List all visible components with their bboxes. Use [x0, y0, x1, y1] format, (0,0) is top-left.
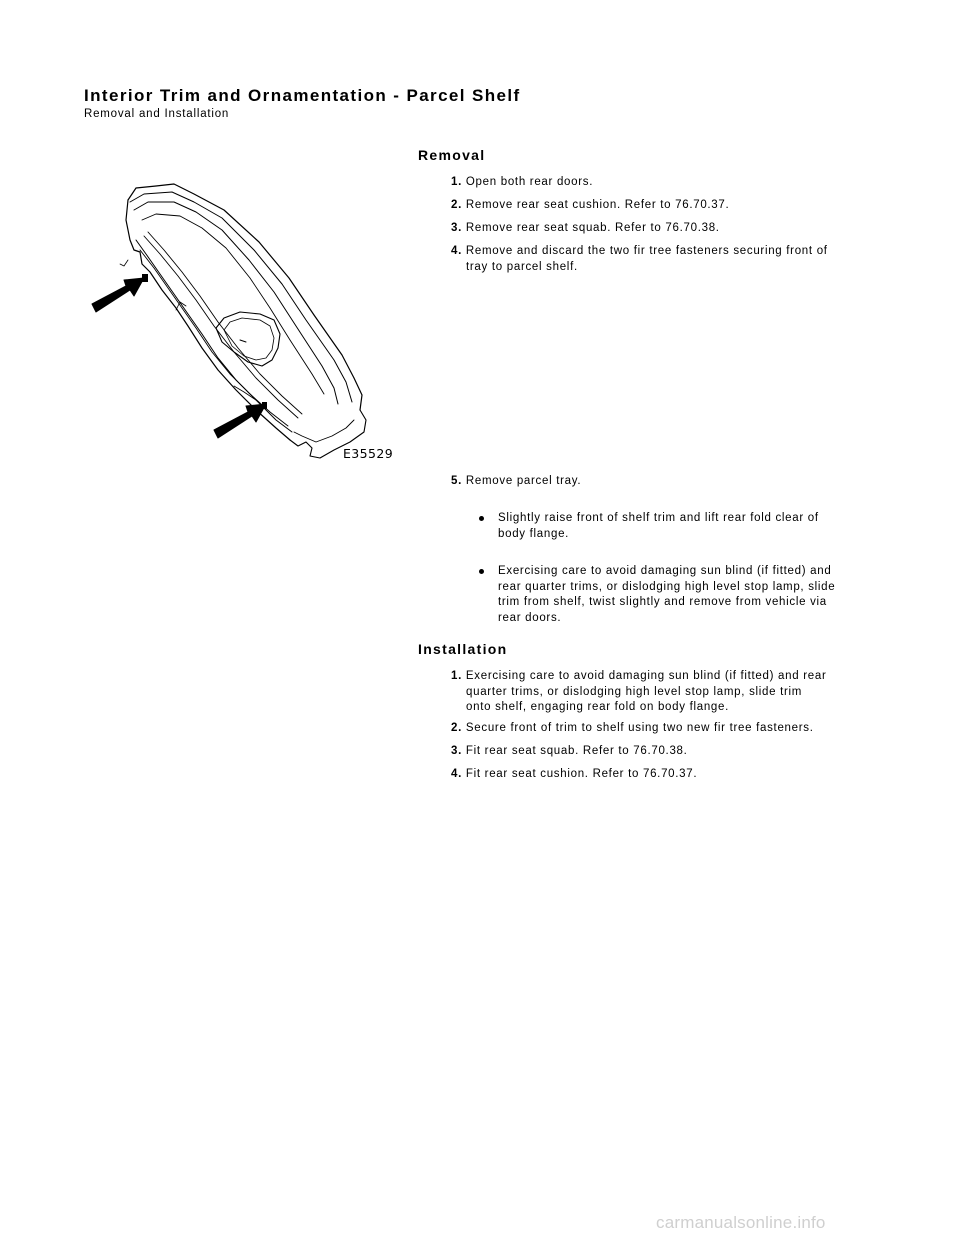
removal-bullet-1 — [478, 511, 873, 542]
bullet-icon — [479, 516, 484, 521]
step-number: 3. — [451, 745, 462, 757]
page-subtitle: Removal and Installation — [84, 108, 230, 120]
installation-step-4 — [451, 767, 871, 783]
step-text: Remove and discard the two fir tree fasteners securing front of — [465, 245, 828, 257]
step-text: Fit rear seat cushion. Refer to 76.70.37. — [465, 768, 698, 780]
bullet-text-line: rear quarter trims, or dislodging high level stop lamp, slide — [498, 580, 836, 593]
step-text: Open both rear doors. — [465, 176, 594, 188]
removal-step-1 — [451, 175, 871, 191]
bullet-icon — [479, 569, 484, 574]
step-text: Remove parcel tray. — [465, 475, 582, 487]
step-number: 3. — [451, 222, 462, 234]
removal-bullet-2 — [478, 564, 873, 626]
bullet-text-line: Slightly raise front of shelf trim and lift rear fold clear of — [498, 512, 819, 524]
bullet-text-line: trim from shelf, twist slightly and remove from vehicle via — [498, 596, 827, 608]
footer-watermark: carmanualsonline.info — [656, 1213, 826, 1232]
installation-step-3 — [451, 744, 871, 760]
step-number: 5. — [451, 475, 462, 487]
step-text: Exercising care to avoid damaging sun blind (if fitted) and rear — [465, 670, 827, 682]
step-text: Remove rear seat cushion. Refer to 76.70.37. — [465, 199, 730, 211]
installation-step-1 — [451, 669, 871, 716]
removal-step-5 — [451, 474, 871, 490]
step-text-continued: quarter trims, or dislodging high level stop lamp, slide trim — [466, 685, 803, 698]
installation-step-2 — [451, 721, 871, 737]
step-number: 1. — [451, 176, 462, 188]
arrow-icon — [92, 278, 144, 312]
removal-step-4 — [451, 244, 871, 275]
bullet-text-line: rear doors. — [498, 611, 562, 624]
step-number: 2. — [451, 722, 462, 734]
step-number: 1. — [451, 670, 462, 682]
step-number: 4. — [451, 245, 462, 257]
step-text: Fit rear seat squab. Refer to 76.70.38. — [465, 745, 688, 757]
bullet-text-line: body flange. — [498, 527, 570, 540]
removal-heading: Removal — [418, 147, 486, 163]
parcel-shelf-illustration — [84, 180, 394, 465]
removal-step-3 — [451, 221, 871, 237]
step-text-continued: onto shelf, engaging rear fold on body flange. — [466, 701, 730, 713]
step-number: 2. — [451, 199, 462, 211]
arrow-icon — [214, 404, 266, 438]
removal-step-2 — [451, 198, 871, 214]
step-text: Secure front of trim to shelf using two new fir tree fasteners. — [465, 722, 814, 734]
step-text-continued: tray to parcel shelf. — [466, 260, 578, 273]
step-number: 4. — [451, 768, 462, 780]
figure-code: E35529 — [343, 446, 394, 461]
bullet-text-line: Exercising care to avoid damaging sun blind (if fitted) and — [498, 565, 832, 577]
installation-heading: Installation — [418, 641, 508, 657]
page-title: Interior Trim and Ornamentation - Parcel Shelf — [84, 86, 521, 105]
step-text: Remove rear seat squab. Refer to 76.70.38. — [465, 222, 720, 234]
